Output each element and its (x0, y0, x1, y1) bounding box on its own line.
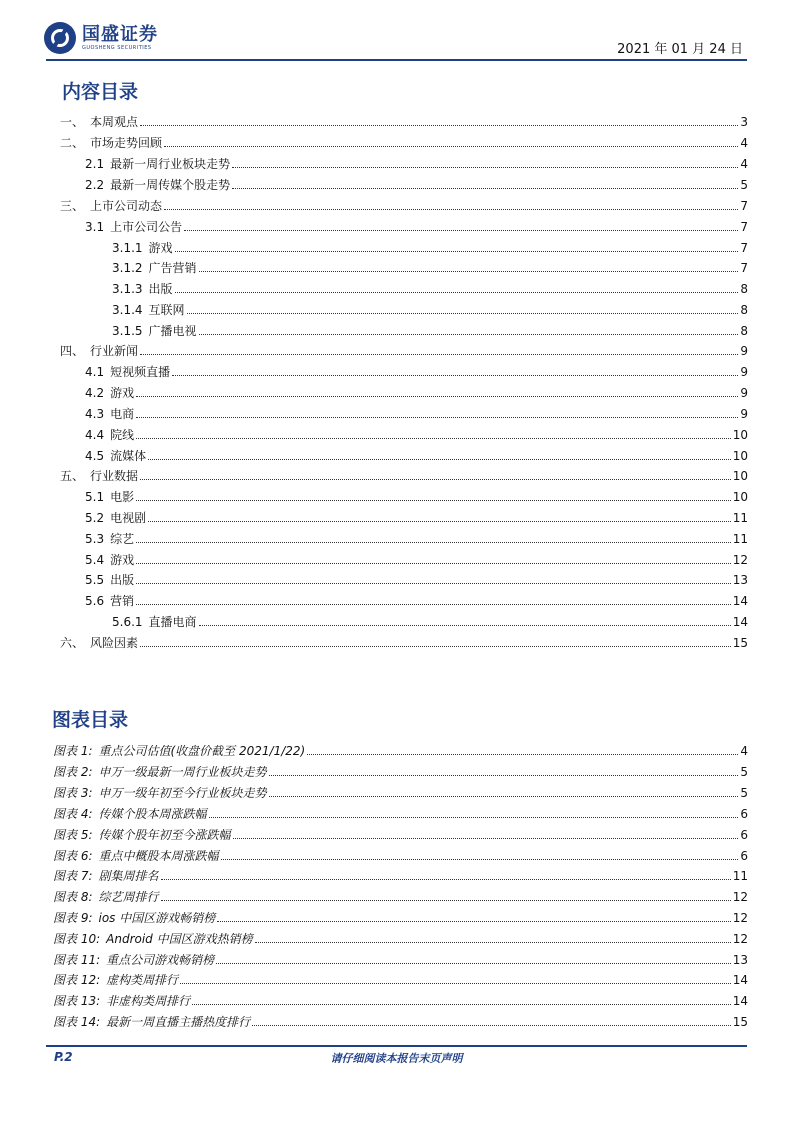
figure-entry-number: 图表 4: (53, 807, 93, 821)
toc-entry-page: 9 (740, 344, 748, 358)
toc-entry[interactable] (85, 446, 748, 464)
figure-entry-label: Android 中国区游戏热销榜 (106, 932, 253, 946)
toc-entry[interactable] (60, 633, 748, 651)
figure-entry[interactable] (53, 804, 748, 822)
toc-entry-label: 行业数据 (90, 469, 139, 483)
dot-leader (184, 230, 738, 231)
toc-entry-page: 12 (732, 553, 748, 567)
toc-entry[interactable] (85, 362, 748, 380)
figure-entry[interactable] (53, 950, 748, 968)
toc-entry-label: 风险因素 (90, 636, 139, 650)
figure-entry-page: 6 (740, 828, 748, 842)
toc-entry-label: 电商 (110, 407, 135, 421)
dot-leader (252, 1025, 731, 1026)
figure-entry[interactable] (53, 887, 748, 905)
figure-entry-label: 重点中概股本周涨跌幅 (98, 849, 219, 863)
dot-leader (161, 900, 731, 901)
toc-entry-label: 行业新闻 (90, 344, 139, 358)
dot-leader (180, 983, 731, 984)
figure-entry-number: 图表 2: (53, 765, 93, 779)
toc-entry-page: 7 (740, 261, 748, 275)
toc-entry-page: 8 (740, 324, 748, 338)
dot-leader (233, 838, 739, 839)
toc-entry-number: 4.1 (85, 365, 105, 379)
toc-entry[interactable] (85, 383, 748, 401)
toc-entry-page: 11 (732, 511, 748, 525)
toc-entry-page: 11 (732, 532, 748, 546)
logo-text-cn: 国盛证券 (82, 23, 158, 45)
toc-entry-page: 9 (740, 386, 748, 400)
toc-entry[interactable] (85, 217, 748, 235)
toc-entry-number: 3.1.4 (112, 303, 143, 317)
toc-entry-number: 5.3 (85, 532, 105, 546)
figure-entry-page: 11 (732, 869, 748, 883)
figure-entry-page: 14 (732, 973, 748, 987)
toc-entry-number: 3.1 (85, 220, 105, 234)
toc-entry-label: 上市公司动态 (90, 199, 163, 213)
toc-entry-page: 9 (740, 365, 748, 379)
dot-leader (140, 479, 731, 480)
dot-leader (136, 500, 731, 501)
toc-entry-number: 3.1.3 (112, 282, 143, 296)
toc-entry-label: 营销 (110, 594, 135, 608)
toc-entry[interactable] (60, 466, 748, 484)
figure-entry-page: 4 (740, 744, 748, 758)
toc-entry-page: 7 (740, 220, 748, 234)
toc-entry[interactable] (85, 404, 748, 422)
toc-entry-label: 最新一周行业板块走势 (110, 157, 231, 171)
toc-entry[interactable] (60, 196, 748, 214)
dot-leader (199, 271, 739, 272)
toc-entry-page: 9 (740, 407, 748, 421)
toc-entry-label: 出版 (148, 282, 173, 296)
toc-entry-number: 3.1.5 (112, 324, 143, 338)
dot-leader (140, 646, 731, 647)
figure-entry-label: 申万一级年初至今行业板块走势 (98, 786, 267, 800)
toc-entry-label: 游戏 (148, 241, 173, 255)
dot-leader (148, 459, 731, 460)
dot-leader (221, 859, 739, 860)
dot-leader (187, 313, 739, 314)
dot-leader (307, 754, 738, 755)
toc-entry[interactable] (112, 612, 748, 630)
figure-entry[interactable] (53, 866, 748, 884)
dot-leader (217, 921, 730, 922)
toc-entry-label: 上市公司公告 (110, 220, 183, 234)
toc-entry-label: 市场走势回顾 (90, 136, 163, 150)
figure-entry-number: 图表 8: (53, 890, 93, 904)
dot-leader (255, 942, 731, 943)
figure-entry-page: 12 (732, 890, 748, 904)
figure-entry[interactable] (53, 762, 748, 780)
toc-entry-number: 4.5 (85, 449, 105, 463)
figure-entry-number: 图表 7: (53, 869, 93, 883)
toc-entry-page: 10 (732, 490, 748, 504)
toc-entry-number: 5.5 (85, 573, 105, 587)
toc-entry[interactable] (112, 321, 748, 339)
figure-entry-page: 6 (740, 849, 748, 863)
toc-entry-label: 游戏 (110, 386, 135, 400)
toc-entry-number: 5.4 (85, 553, 105, 567)
toc-entry-number: 5.6 (85, 594, 105, 608)
dot-leader (136, 583, 731, 584)
dot-leader (175, 292, 739, 293)
toc-entry-number: 5.1 (85, 490, 105, 504)
dot-leader (199, 334, 739, 335)
dot-leader (232, 167, 738, 168)
dot-leader (172, 375, 738, 376)
dot-leader (232, 188, 738, 189)
figures-title: 图表目录 (52, 709, 129, 731)
figure-entry[interactable] (53, 846, 748, 864)
toc-entry-number: 四、 (60, 344, 85, 358)
toc-entry-number: 三、 (60, 199, 85, 213)
toc-entry-label: 电视剧 (110, 511, 147, 525)
figure-entry-label: 重点公司估值(收盘价截至 2021/1/22) (98, 744, 306, 758)
toc-entry[interactable] (60, 133, 748, 151)
toc-entry-number: 5.2 (85, 511, 105, 525)
toc-entry-label: 本周观点 (90, 115, 139, 129)
toc-entry-number: 4.4 (85, 428, 105, 442)
figure-entry-page: 5 (740, 786, 748, 800)
toc-entry-label: 流媒体 (110, 449, 147, 463)
disclaimer-note: 请仔细阅读本报告末页声明 (330, 1052, 463, 1065)
toc-entry-page: 3 (740, 115, 748, 129)
figure-entry[interactable] (53, 991, 748, 1009)
toc-entry-page: 10 (732, 428, 748, 442)
toc-entry-number: 2.2 (85, 178, 105, 192)
figure-entry-number: 图表 1: (53, 744, 93, 758)
header-divider (46, 59, 747, 61)
dot-leader (136, 604, 731, 605)
toc-entry-number: 一、 (60, 115, 85, 129)
toc-entry[interactable] (85, 425, 748, 443)
figure-entry[interactable] (53, 970, 748, 988)
dot-leader (161, 879, 731, 880)
figure-entry-label: 最新一周直播主播热度排行 (106, 1015, 251, 1029)
figure-entry[interactable] (53, 1012, 748, 1030)
toc-entry-page: 8 (740, 282, 748, 296)
toc-entry[interactable] (85, 529, 748, 547)
toc-entry-page: 4 (740, 136, 748, 150)
figure-entry-number: 图表 3: (53, 786, 93, 800)
toc-entry-label: 广播电视 (148, 324, 197, 338)
figure-entry-page: 14 (732, 994, 748, 1008)
figure-entry-number: 图表 12: (53, 973, 101, 987)
figure-entry-page: 15 (732, 1015, 748, 1029)
footer-divider (46, 1045, 747, 1047)
toc-entry[interactable] (85, 570, 748, 588)
dot-leader (136, 417, 738, 418)
toc-entry-number: 5.6.1 (112, 615, 143, 629)
toc-entry-number: 五、 (60, 469, 85, 483)
dot-leader (136, 396, 738, 397)
figure-entry[interactable] (53, 741, 748, 759)
page-number: P.2 (54, 1050, 73, 1064)
figure-entry-label: 非虚构类周排行 (106, 994, 191, 1008)
toc-entry-label: 游戏 (110, 553, 135, 567)
toc-entry[interactable] (85, 550, 748, 568)
dot-leader (209, 817, 739, 818)
toc-entry-number: 二、 (60, 136, 85, 150)
dot-leader (136, 563, 731, 564)
logo-icon (44, 22, 76, 54)
dot-leader (136, 542, 731, 543)
dot-leader (216, 963, 731, 964)
toc-entry-page: 10 (732, 449, 748, 463)
toc-entry-label: 电影 (110, 490, 135, 504)
figure-entry-label: 综艺周排行 (98, 890, 159, 904)
dot-leader (269, 775, 739, 776)
toc-entry[interactable] (112, 258, 748, 276)
figure-entry-number: 图表 13: (53, 994, 101, 1008)
toc-entry-number: 2.1 (85, 157, 105, 171)
toc-entry-page: 5 (740, 178, 748, 192)
figure-entry[interactable] (53, 908, 748, 926)
toc-entry-number: 3.1.1 (112, 241, 143, 255)
figure-entry-number: 图表 14: (53, 1015, 101, 1029)
dot-leader (192, 1004, 731, 1005)
figure-entry-page: 6 (740, 807, 748, 821)
figure-entry-page: 13 (732, 953, 748, 967)
dot-leader (136, 438, 731, 439)
figure-entry-label: 虚构类周排行 (106, 973, 179, 987)
toc-entry[interactable] (85, 154, 748, 172)
toc-entry-page: 7 (740, 241, 748, 255)
toc-entry-label: 短视频直播 (110, 365, 171, 379)
dot-leader (164, 209, 738, 210)
toc-entry-number: 六、 (60, 636, 85, 650)
figure-entry-page: 12 (732, 932, 748, 946)
toc-entry[interactable] (112, 279, 748, 297)
toc-entry-label: 最新一周传媒个股走势 (110, 178, 231, 192)
toc-entry[interactable] (85, 175, 748, 193)
toc-entry-page: 13 (732, 573, 748, 587)
toc-entry-page: 15 (732, 636, 748, 650)
toc-entry-page: 8 (740, 303, 748, 317)
toc-entry-page: 14 (732, 594, 748, 608)
figure-entry[interactable] (53, 825, 748, 843)
toc-entry-label: 互联网 (148, 303, 185, 317)
company-logo (44, 22, 158, 54)
report-date: 2021 年 01 月 24 日 (617, 42, 743, 57)
figure-entry-page: 5 (740, 765, 748, 779)
toc-entry-number: 4.3 (85, 407, 105, 421)
dot-leader (269, 796, 739, 797)
toc-entry[interactable] (112, 300, 748, 318)
dot-leader (199, 625, 731, 626)
figure-entry-label: 剧集周排名 (98, 869, 159, 883)
dot-leader (175, 251, 739, 252)
toc-entry[interactable] (85, 487, 748, 505)
toc-entry-page: 10 (732, 469, 748, 483)
logo-text-en: GUOSHENG SECURITIES (82, 44, 152, 51)
figure-entry[interactable] (53, 929, 748, 947)
toc-entry-label: 广告营销 (148, 261, 197, 275)
toc-entry[interactable] (60, 112, 748, 130)
toc-entry-label: 院线 (110, 428, 135, 442)
toc-entry[interactable] (60, 341, 748, 359)
figure-entry-label: 重点公司游戏畅销榜 (106, 953, 215, 967)
figure-entry-label: 传媒个股年初至今涨跌幅 (98, 828, 231, 842)
figure-entry-number: 图表 10: (53, 932, 101, 946)
toc-entry-label: 出版 (110, 573, 135, 587)
dot-leader (164, 146, 738, 147)
dot-leader (148, 521, 731, 522)
toc-entry-label: 直播电商 (148, 615, 197, 629)
toc-entry-number: 4.2 (85, 386, 105, 400)
figure-entry-page: 12 (732, 911, 748, 925)
dot-leader (140, 125, 738, 126)
figure-entry-number: 图表 5: (53, 828, 93, 842)
toc-entry-number: 3.1.2 (112, 261, 143, 275)
figure-entry-label: ios 中国区游戏畅销榜 (98, 911, 216, 925)
figure-entry-number: 图表 11: (53, 953, 101, 967)
figure-entry-number: 图表 9: (53, 911, 93, 925)
toc-entry[interactable] (85, 508, 748, 526)
figure-entry[interactable] (53, 783, 748, 801)
toc-entry-page: 4 (740, 157, 748, 171)
toc-entry-page: 14 (732, 615, 748, 629)
dot-leader (140, 354, 738, 355)
toc-entry-page: 7 (740, 199, 748, 213)
figure-entry-number: 图表 6: (53, 849, 93, 863)
figure-entry-label: 传媒个股本周涨跌幅 (98, 807, 207, 821)
toc-entry[interactable] (112, 238, 748, 256)
toc-entry[interactable] (85, 591, 748, 609)
toc-title: 内容目录 (62, 81, 139, 103)
figure-entry-label: 申万一级最新一周行业板块走势 (98, 765, 267, 779)
toc-entry-label: 综艺 (110, 532, 135, 546)
